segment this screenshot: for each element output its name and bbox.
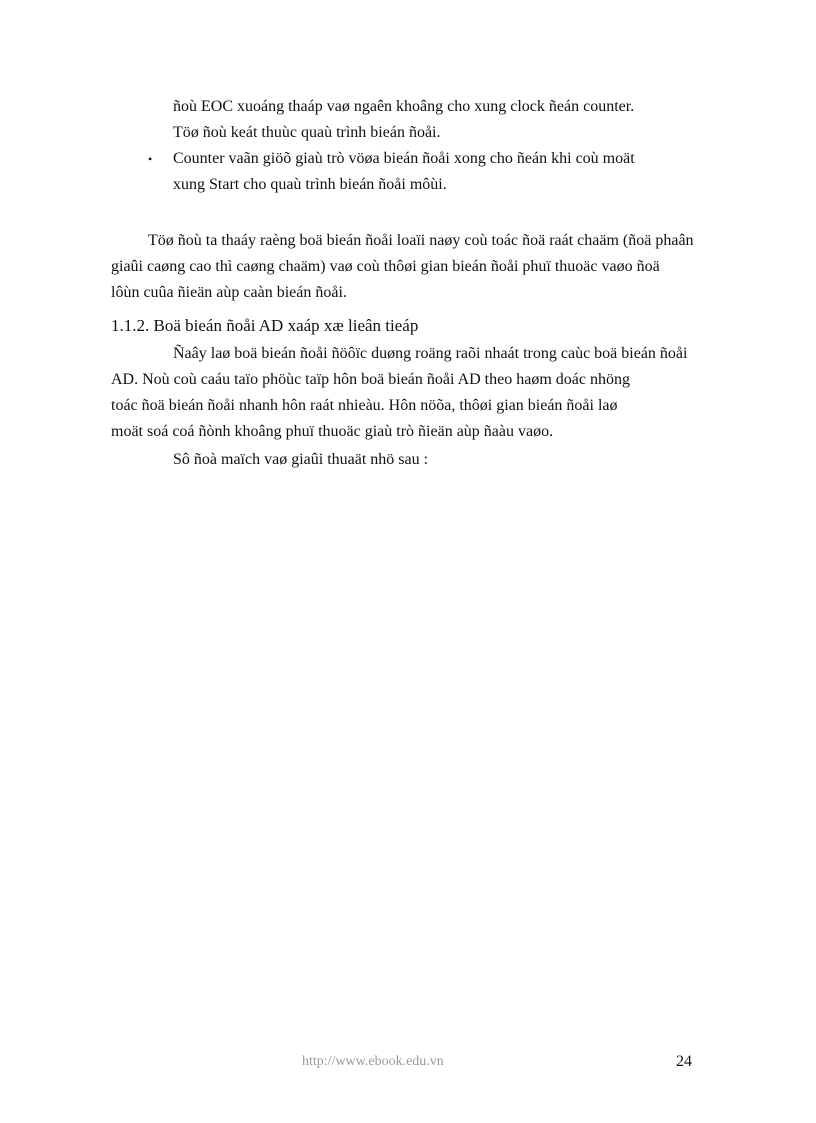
paragraph-3: Sô ñoà maïch vaø giaûi thuaät nhö sau : xyxy=(173,451,429,468)
paragraph-2-line-1: Ñaây laø boä bieán ñoåi ñöôïc duøng roäng raõi nhaát trong caùc boä bieán ñoåi xyxy=(173,345,688,362)
paragraph-1-line-3: lôùn cuûa ñieän aùp caàn bieán ñoåi. xyxy=(111,284,347,301)
paragraph-1-line-2: giaûi caøng cao thì caøng chaäm) vaø coù thôøi gian bieán ñoåi phuï thuoäc vaøo ñoä xyxy=(111,258,660,275)
section-heading: 1.1.2. Boä bieán ñoåi AD xaáp xæ lieân tieáp xyxy=(111,316,419,335)
paragraph-2-line-3: toác ñoä bieán ñoåi nhanh hôn raát nhieàu. Hôn nöõa, thôøi gian bieán ñoåi laø xyxy=(111,397,618,414)
paragraph-1-line-1: Töø ñoù ta thaáy raèng boä bieán ñoåi loaïi naøy coù toác ñoä raát chaäm (ñoä phaân xyxy=(148,232,694,249)
bullet-2-line-1: Counter vaãn giöõ giaù trò vöøa bieán ñoåi xong cho ñeán khi coù moät xyxy=(173,150,635,167)
bullet-1-line-1: ñoù EOC xuoáng thaáp vaø ngaên khoâng cho xung clock ñeán counter. xyxy=(173,98,635,115)
footer-url-link[interactable]: http://www.ebook.edu.vn xyxy=(302,1054,444,1069)
page-number: 24 xyxy=(676,1053,692,1070)
paragraph-2-line-2: AD. Noù coù caáu taïo phöùc taïp hôn boä bieán ñoåi AD theo haøm doác nhöng xyxy=(111,371,630,388)
bullet-marker: • xyxy=(148,152,153,166)
bullet-1-line-2: Töø ñoù keát thuùc quaù trình bieán ñoåi. xyxy=(173,124,441,141)
bullet-2-line-2: xung Start cho quaù trình bieán ñoåi môùi. xyxy=(173,176,447,193)
paragraph-2-line-4: moät soá coá ñònh khoâng phuï thuoäc giaù trò ñieän aùp ñaàu vaøo. xyxy=(111,423,554,440)
